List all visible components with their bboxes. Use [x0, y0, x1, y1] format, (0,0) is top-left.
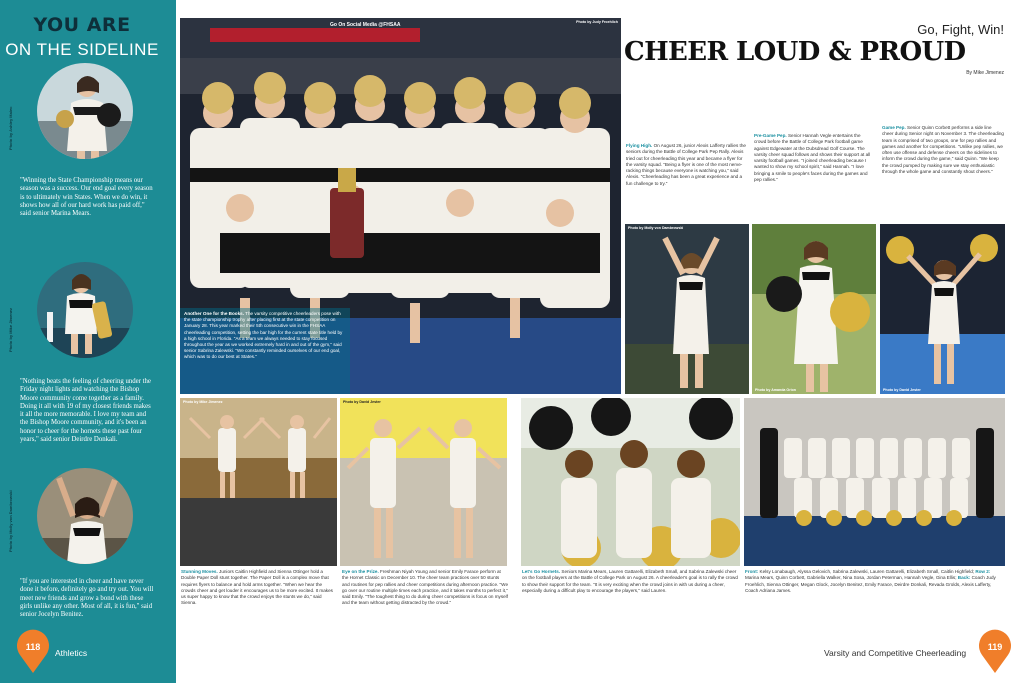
photo-credit-main: Photo by Judy Froehlich: [576, 20, 618, 24]
footer-section-left: Athletics: [55, 648, 88, 658]
article-byline: By Mike Jimenez: [966, 70, 1004, 76]
photo-stunning-moves: [180, 398, 337, 566]
photo-pre-game-1: [625, 224, 749, 394]
photo-credit-eye: Photo by David Jester: [343, 400, 381, 404]
caption-team-names: Front: Kelsy Lonabaugh, Alyssa Gelovich, Sabrina Zalewski, Lauren Gattarelli, Elizabeth Small, Caitlin Highfield; Row 2: Marina Mears, Quinn Corbett, Gabriella Walker, Nina Sosa, Jordan Peterman, Hannah Vegle, Gina Ellis; Back: Coach Judy Froehlich, Sienna Ottinger, Megan Glock, Jocelyn Benitez, Emily Farace, Deirdre Donkali, Revada Grolds, Alexis Lafferty, Coach Adriana James.: [745, 569, 996, 593]
profile-photo-deirdre: [37, 262, 133, 358]
photo-lets-go-hornets: [521, 398, 740, 566]
sidebar-panel: [0, 0, 176, 683]
caption-pre-game-pep: Pre-Game Pep. Senior Hannah Vegle entertains the crowd before the Battle of College Park football game against Edgewater at the Dubsdread Golf Course. The varsity cheer squad follows and shows their support at all varsity football games. "I joined cheerleading because I wanted to show my school spirit," said Hannah. "I love bringing a smile to people's faces during the games and pep rallies.": [754, 133, 871, 183]
page-number-left: 118: [25, 642, 41, 652]
caption-flying-high: Flying High. On August 26, junior Alexis Lafferty rallies the seniors during the Battle of College Park Pep Rally. Alexis tried out for cheerleading this year and became a flyer for the varsity squad. "Being a flyer is one of the most nerve-racking things because everyone is watching you," said Alexis. "Cheerleading has been a great experience and a fun challenge to try.": [626, 143, 746, 186]
main-photo-caption: Another One for the Books. The varsity competitive cheerleaders pose with the state championship trophy after placing first at the state competition on January 28. This year marked their 5th consecutive win in the FHSAA cheerleading competition, setting the bar high for the current state title held by a high school in Florida. "As a team we always needed to stay focused throughout the year as we worked extremely hard in and out of the gym," said senior Sabrina Zalewski. "We constantly reminded ourselves of our end goal, which was to do our best at States.": [184, 311, 343, 360]
photo-credit-pre-game-1: Photo by Molly von Dambrowski: [628, 226, 684, 230]
caption-eye-on-the-prize: Eye on the Prize. Freshman Niyah Young and senior Emily Farace perform at the Hornet Classic on December 10. The cheer team practices over 50 stunts and routines for pep rallies and cheer competitions during afternoon practice. "We go over our routine multiple times each practice, and it takes months to perfect it," said Emily. "The toughest thing to do during cheer competitions is focus on myself and the team without getting distracted by the crowd.": [342, 569, 508, 606]
arena-banner-text: Go On Social Media @FHSAA: [330, 22, 401, 28]
photo-pre-game-2: [752, 224, 876, 394]
profile-photo-credit: Photo by Ashley Malec: [8, 106, 13, 150]
caption-game-pep: Game Pep. Senior Quinn Corbett performs a side line cheer during Senior night on November 3. The cheerleading team is comprised of two groups, one for pep rallies and games and another for competitions. "Unlike pep rallies, we often use offense and defense cheers on the sidelines to inform the crowd during the game," said Quinn. "We keep the crowd pumped by making sure we stay enthusiastic through the whole game and constantly shout cheers.": [882, 125, 1004, 175]
page-number-right: 119: [987, 642, 1003, 652]
profile-photo-marina: [37, 63, 133, 159]
photo-eye-on-the-prize: [340, 398, 507, 566]
article-kicker: Go, Fight, Win!: [917, 22, 1004, 37]
main-photo-caption-overlay: [180, 308, 350, 394]
caption-lets-go-hornets: Let's Go Hornets. Seniors Marina Mears, Lauren Gattarelli, Elizabeth Small, and Sabrina Zalewski cheer on the football players at the Battle of College Park on August 26. A cheerleader's goal is to rally the crowd to show their support for the team. "It is very exciting when the crowd joins in with us during a cheer, especially during a difficult play to encourage the players," said Lauren.: [522, 569, 738, 593]
profile-photo-credit: Photo by Molly von Dambrowski: [8, 490, 13, 552]
page-number-pin-right: [977, 628, 1013, 674]
photo-credit-pre-game-2: Photo by Amanda Orion: [755, 388, 796, 392]
profile-photo-jocelyn: [37, 468, 133, 564]
photo-credit-game-pep: Photo by David Jester: [883, 388, 921, 392]
profile-photo-credit: Photo by Mike Jimenez: [8, 307, 13, 352]
page-number-pin-left: [15, 628, 51, 674]
photo-credit-stunning: Photo by Mike Jimenez: [183, 400, 223, 404]
photo-game-pep: [880, 224, 1005, 394]
caption-stunning-moves: Stunning Moves. Juniors Caitlin Highfield and Sienna Ottinger hold a Double Paper Doll stunt together. The Paper Doll is a complex move that requires flyers to balance and hold arms together. "When we hear the crowds cheer and get louder it encourages us to be more excited. It makes us super happy to know that the crowd enjoys the stunts we do," said Sienna.: [181, 569, 333, 606]
sidebar-heading-you-are: YOU ARE: [33, 14, 131, 36]
article-title: CHEER LOUD & PROUD: [624, 37, 966, 67]
footer-section-right: Varsity and Competitive Cheerleading: [824, 648, 967, 658]
profile-quote: "Winning the State Championship means our season was a success. Our end goal every season is to ultimately win States. When we do win, it shows how all of our hard work has paid off," said senior Marina Mears.: [20, 177, 153, 218]
profile-quote: "If you are interested in cheer and have never done it before, definitely go and try out. You will meet new friends and grow a bond with these girls unlike any other. Most of all, it is fun," said senior Jocelyn Benitez.: [20, 578, 154, 619]
profile-quote: "Nothing beats the feeling of cheering under the Friday night lights and watching the Bishop Moore community come together as a family. Doing it all with 19 of my closest friends makes it all the more memorable. I love my team and the Bishop Moore community, and it's been an honor to cheer for the hornets these past four years," said senior Deirdre Donkali.: [20, 378, 151, 444]
photo-team-portrait: [744, 398, 1005, 566]
sidebar-heading-sideline: ON THE SIDELINE: [5, 40, 159, 59]
